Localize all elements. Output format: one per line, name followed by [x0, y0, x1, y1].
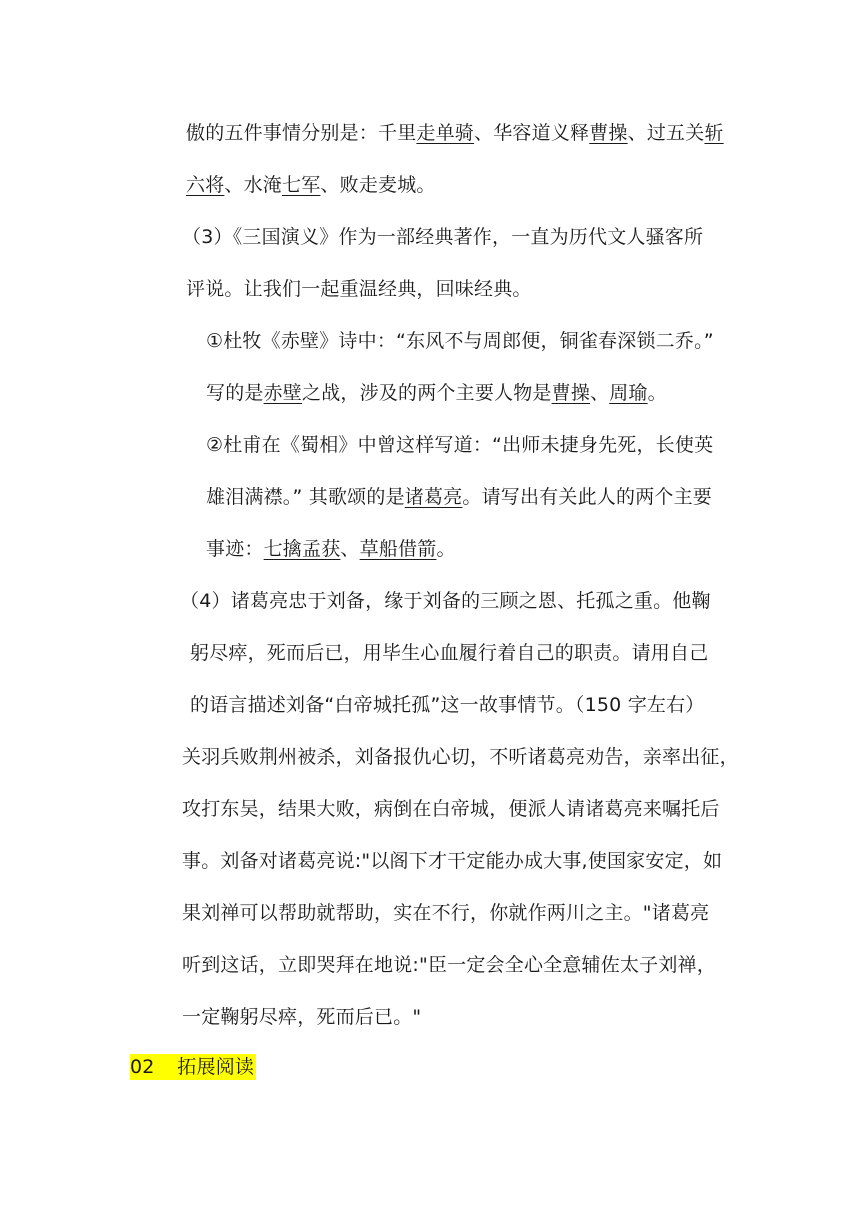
text-run: 。 [647, 382, 667, 404]
answer-line-4: 果刘禅可以帮助就帮助，实在不行，你就作两川之主。"诸葛亮 [182, 902, 710, 924]
answer-line-1: 关羽兵败荆州被杀，刘备报仇心切，不听诸葛亮劝告，亲率出征， [182, 746, 739, 768]
q3-item1-line-1: ①杜牧《赤壁》诗中：“东风不与周郎便，铜雀春深锁二乔。” [206, 330, 714, 352]
answer-blank: 曹操 [551, 382, 591, 404]
answer-blank: 七军 [282, 174, 321, 196]
text-run: 、败走麦城。 [320, 174, 436, 196]
q4-line-1: （4）诸葛亮忠于刘备，缘于刘备的三顾之恩、托孤之重。他鞠 [180, 590, 711, 612]
text-run: 事迹： [206, 538, 264, 560]
q2-line-2 [186, 172, 436, 198]
text-run: 、 [340, 538, 360, 560]
q3-line-2: 评说。让我们一起重温经典，回味经典。 [186, 278, 532, 300]
answer-line-5: 听到这话，立即哭拜在地说:"臣一定会全心全意辅佐太子刘禅， [182, 954, 716, 976]
q3-line-1: （3）《三国演义》作为一部经典著作，一直为历代文人骚客所 [182, 226, 704, 248]
answer-blank: 六将 [186, 174, 225, 196]
text-run: 傲的五件事情分别是：千里 [186, 122, 417, 144]
q4-line-3: 的语言描述刘备“白帝城托孤”这一故事情节。（150 字左右） [190, 694, 705, 716]
answer-blank: 赤壁 [263, 382, 303, 404]
answer-line-6: 一定鞠躬尽瘁，死而后已。" [182, 1006, 422, 1028]
text-run: 、水淹 [224, 174, 283, 196]
text-run: 、 [590, 382, 610, 404]
answer-blank: 七擒孟获 [263, 538, 341, 560]
text-run: 之战，涉及的两个主要人物是 [302, 382, 552, 404]
q3-item2-line-1: ②杜甫在《蜀相》中曾这样写道：“出师未捷身先死，长使英 [206, 434, 714, 456]
answer-blank: 草船借箭 [359, 538, 437, 560]
answer-blank: 周瑜 [609, 382, 648, 404]
q3-item2-line-2 [206, 484, 712, 510]
answer-line-3: 事。刘备对诸葛亮说:"以阁下才干定能办成大事,使国家安定，如 [182, 850, 723, 872]
answer-blank: 走单骑 [416, 122, 475, 144]
text-run: 雄泪满襟。” 其歌颂的是 [206, 486, 405, 508]
text-run: 。 [436, 538, 456, 560]
text-run: 、华容道义释 [474, 122, 590, 144]
answer-blank: 曹操 [589, 122, 628, 144]
answer-blank: 诸葛亮 [404, 486, 463, 508]
q4-line-2: 躬尽瘁，死而后已，用毕生心血履行着自己的职责。请用自己 [190, 642, 709, 664]
q2-line-1 [186, 120, 724, 146]
q3-item2-line-3 [206, 536, 456, 562]
section-number: 02 [130, 1056, 155, 1078]
section-spacer [157, 1054, 178, 1080]
answer-line-2: 攻打东吴，结果大败，病倒在白帝城，便派人请诸葛亮来嘱托后 [182, 798, 720, 820]
text-run: 。请写出有关此人的两个主要 [462, 486, 713, 508]
text-run: 写的是 [206, 382, 264, 404]
q3-item1-line-2 [206, 380, 667, 406]
text-run: 、过五关 [627, 122, 705, 144]
section-heading [130, 1054, 256, 1080]
section-title: 拓展阅读 [177, 1056, 255, 1078]
answer-blank: 斩 [704, 122, 724, 144]
